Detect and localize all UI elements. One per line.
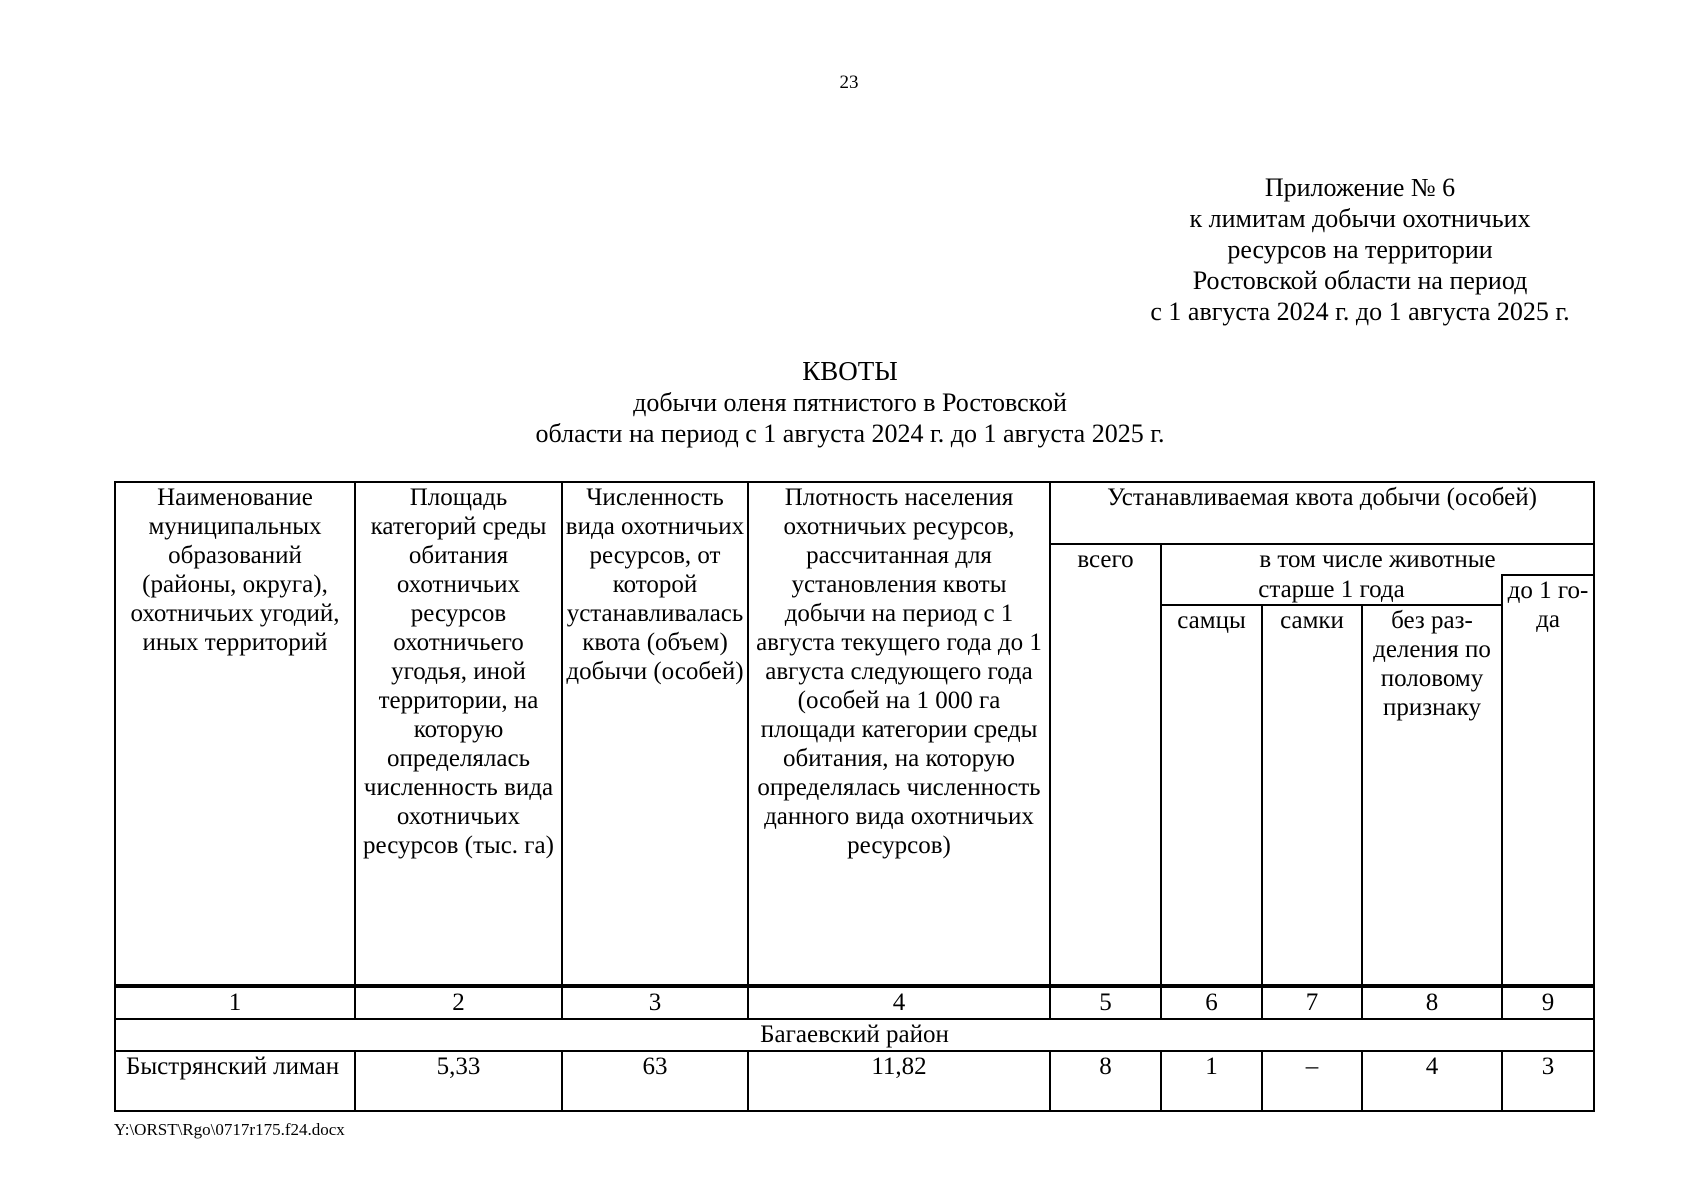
appendix-line: Приложение № 6	[1264, 173, 1456, 202]
cell-under-one: 3	[1502, 1051, 1594, 1111]
quota-table	[114, 481, 1595, 1112]
appendix-line: ресурсов на территории	[1227, 235, 1493, 264]
appendix-line: к лимитам добычи охотничьих	[1189, 204, 1531, 233]
header-total: всего	[1050, 544, 1161, 986]
appendix-line: с 1 августа 2024 г. до 1 августа 2025 г.	[1150, 297, 1570, 326]
header-older-than-one: старше 1 года	[1161, 575, 1502, 605]
column-number: 7	[1262, 986, 1362, 1019]
column-number: 8	[1362, 986, 1502, 1019]
column-number: 4	[748, 986, 1050, 1019]
header-females: самки	[1262, 605, 1362, 986]
cell-density: 11,82	[748, 1051, 1050, 1111]
header-no-sex: без разделения по половому признаку	[1362, 605, 1502, 986]
title-line: области на период с 1 августа 2024 г. до 1 августа 2025 г.	[535, 419, 1165, 448]
header-quota-group: Устанавливаемая квота добычи (особей)	[1050, 482, 1594, 544]
district-name: Багаевский район	[115, 1019, 1594, 1051]
title-main: КВОТЫ	[802, 356, 898, 386]
cell-name: Быстрянский лиман	[115, 1051, 355, 1111]
file-path-footer: Y:\ORST\Rgo\0717r175.f24.docx	[114, 1120, 345, 1139]
column-number: 6	[1161, 986, 1262, 1019]
cell-total: 8	[1050, 1051, 1161, 1111]
appendix-line: Ростовской области на период	[1192, 266, 1528, 295]
header-males: самцы	[1161, 605, 1262, 986]
header-area: Площадь категорий среды обитания охотничьих ресурсов охотничьего угодья, иной территории, на которую определялась численность вида охотничьих ресурсов (тыс. га)	[355, 482, 562, 986]
cell-males: 1	[1161, 1051, 1262, 1111]
cell-count: 63	[562, 1051, 748, 1111]
header-including: в том числе животные	[1161, 544, 1594, 575]
column-number-row	[115, 986, 1594, 1019]
cell-no-sex: 4	[1362, 1051, 1502, 1111]
header-municipality: Наименование муниципальных образований (районы, округа), охотничьих угодий, иных территорий	[115, 482, 355, 986]
column-number: 2	[355, 986, 562, 1019]
page-number: 23	[839, 72, 859, 93]
header-under-one: до 1 года	[1502, 575, 1594, 986]
appendix-note	[1060, 172, 1660, 327]
column-number: 3	[562, 986, 748, 1019]
column-number: 9	[1502, 986, 1594, 1019]
column-number: 1	[115, 986, 355, 1019]
cell-area: 5,33	[355, 1051, 562, 1111]
title-line: добычи оленя пятнистого в Ростовской	[633, 388, 1067, 417]
header-density: Плотность населения охотничьих ресурсов, рассчитанная для установления квоты добычи на период с 1 августа текущего года до 1 августа следующего года (особей на 1 000 га площади категории среды обитания, на которую определялась численность данного вида охотничьих ресурсов)	[748, 482, 1050, 986]
column-number: 5	[1050, 986, 1161, 1019]
cell-females: –	[1262, 1051, 1362, 1111]
header-population: Численность вида охотничьих ресурсов, от которой устанавливалась квота (объем) добычи (особей)	[562, 482, 748, 986]
document-title	[400, 356, 1300, 449]
table-row	[115, 1051, 1594, 1111]
district-row	[115, 1019, 1594, 1051]
